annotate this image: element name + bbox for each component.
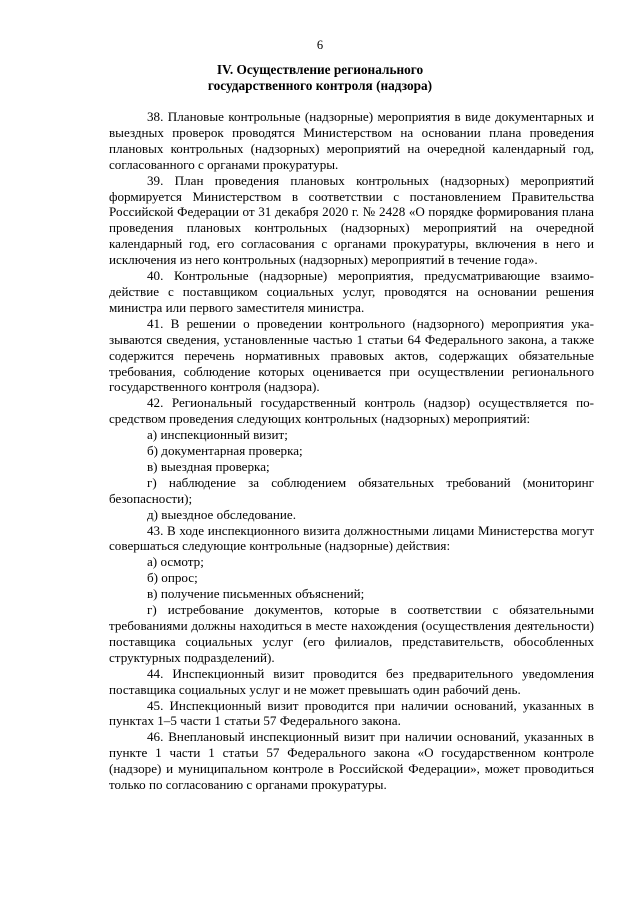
list-item-42-b: б) документарная проверка;	[147, 443, 303, 459]
section-title-line-1: IV. Осуществление регионального	[216, 62, 424, 77]
list-item-43-b: б) опрос;	[147, 570, 198, 586]
paragraph-45: 45. Инспекционный визит проводится при наличии оснований, указанных в пунктах 1–5 части 1 статьи 57 Федерального закона.	[109, 697, 594, 729]
list-item-42-e: д) выездное обследование.	[147, 506, 296, 522]
paragraph-41: 41. В решении о проведении контрольного (надзорного) мероприятия указываются сведения, установленные частью 1 статьи 64 Федерального закона, а также содержится перечень нормативных правовых актов, содержащих обязательные требования, соблюдение которых оценивается при осуществлении регионального государственного контроля (надзора).	[109, 315, 594, 395]
list-item-42-d: г) наблюдение за соблюдением обязательных требований (мониторинг безопасности);	[109, 474, 594, 506]
paragraph-39: 39. План проведения плановых контрольных (надзорных) мероприятий формируется Министерством в соответствии с постановлением Правительства Российской Федерации от 31 декабря 2020 г. № 2428 «О порядке формирования плана проведения плановых контрольных (надзорных) мероприятий на очередной календарный год, его согласования с органами прокуратуры, включения в него и исключения из него контрольных (надзорных) мероприятий в течение года».	[109, 172, 594, 268]
paragraph-44: 44. Инспекционный визит проводится без предварительного уведомления поставщика социальных услуг и не может превышать один рабочий день.	[109, 665, 594, 697]
paragraph-43: 43. В ходе инспекционного визита должностными лицами Министерства могут совершаться следующие контрольные (надзорные) действия:	[109, 522, 594, 554]
list-item-43-d: г) истребование документов, которые в соответствии с обязательными требованиями должны находиться в месте нахождения (осуществления деятельности) поставщика социальных услуг (его филиалов, представительств, обособленных структурных подразделений).	[109, 602, 594, 665]
paragraph-40: 40. Контрольные (надзорные) мероприятия, предусматривающие взаимодействие с поставщиком социальных услуг, проводятся на основании решения министра или первого заместителя министра.	[109, 268, 594, 315]
list-item-42-a: а) инспекционный визит;	[147, 427, 288, 443]
document-body	[109, 109, 594, 793]
paragraph-38: 38. Плановые контрольные (надзорные) мероприятия в виде документарных и выездных проверок проводятся Министерством на основании плана проведения плановых контрольных (надзорных) мероприятий на очередной календарный год, согласованного с органами прокуратуры.	[109, 109, 594, 172]
list-item-43-c: в) получение письменных объяснений;	[147, 586, 365, 602]
paragraph-42: 42. Региональный государственный контроль (надзор) осуществляется посредством проведения следующих контрольных (надзорных) мероприятий:	[109, 395, 594, 427]
section-title-line-2: государственного контроля (надзора)	[207, 78, 433, 93]
section-title	[0, 62, 640, 94]
list-item-42-c: в) выездная проверка;	[147, 458, 270, 474]
list-item-43-a: а) осмотр;	[147, 554, 204, 570]
paragraph-46: 46. Внеплановый инспекционный визит при наличии оснований, указанных в пункте 1 части 1 статьи 57 Федерального закона «О государственном контроле (надзоре) и муниципальном контроле в Российской Федерации», может проводиться только по согласованию с органами прокуратуры.	[109, 729, 594, 793]
page-number: 6	[316, 38, 324, 52]
